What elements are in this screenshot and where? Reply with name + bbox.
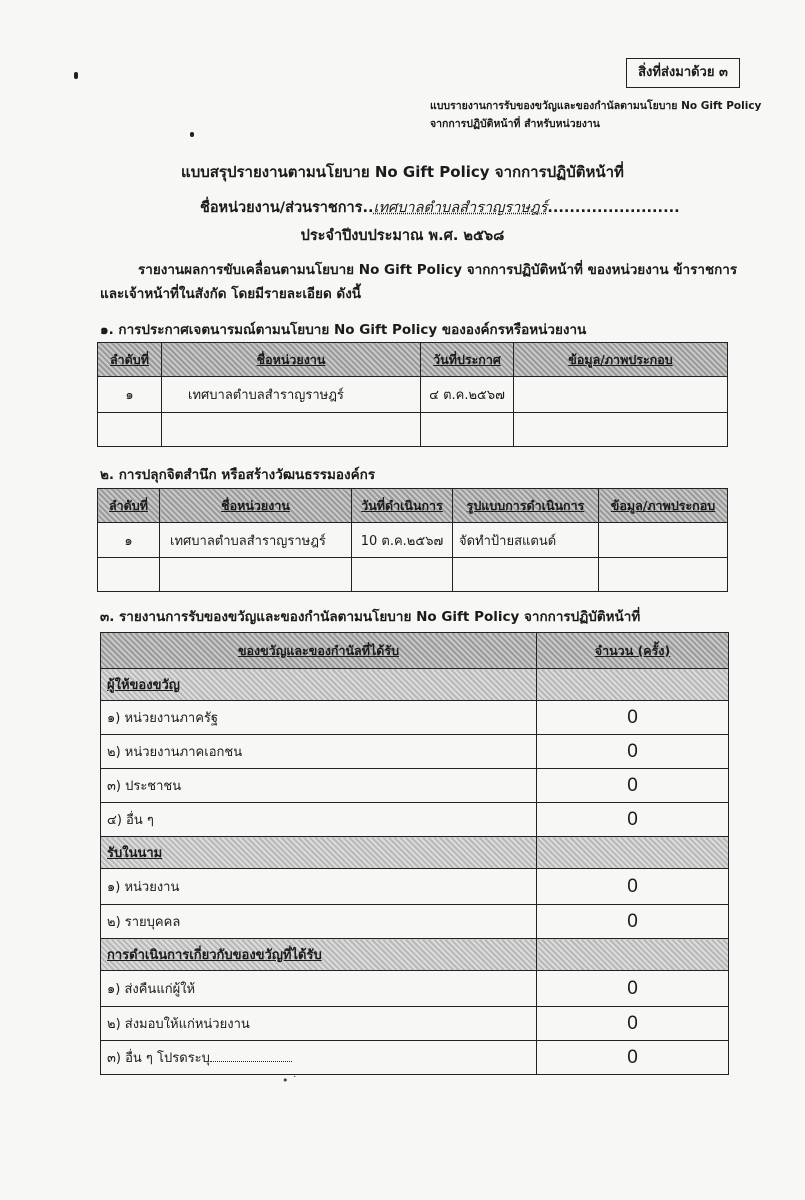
cell-agency — [162, 413, 421, 447]
item-count: 0 — [537, 905, 729, 939]
item-count: 0 — [537, 735, 729, 769]
item-label — [101, 1041, 537, 1075]
cell-order: ๑ — [98, 377, 162, 413]
item-label: ๑) ส่งคืนแก่ผู้ให้ — [101, 971, 537, 1007]
section-3-heading: ๓. รายงานการรับของขวัญและของกำนัลตามนโยบาย No Gift Policy จากการปฏิบัติหน้าที่ — [100, 609, 641, 625]
table-row — [101, 869, 729, 905]
group-label: ผู้ให้ของขวัญ — [101, 669, 537, 701]
cell-info — [599, 523, 728, 558]
col-header-announce-date: วันที่ประกาศ — [421, 343, 514, 377]
table-row — [101, 701, 729, 735]
cell-format — [453, 558, 599, 592]
section-1-table — [97, 342, 728, 447]
cell-agency: เทศบาลตำบลสำราญราษฎร์ — [162, 377, 421, 413]
col-header-op-date: วันที่ดำเนินการ — [352, 489, 453, 523]
item-label: ๑) หน่วยงาน — [101, 869, 537, 905]
form-subheader — [430, 97, 761, 133]
cell-date — [421, 413, 514, 447]
item-label: ๔) อื่น ๆ — [101, 803, 537, 837]
group-row-received-as — [101, 837, 729, 869]
col-header-order: ลำดับที่ — [98, 489, 160, 523]
attachment-label: สิ่งที่ส่งมาด้วย ๓ — [626, 58, 740, 88]
cell-date: ๔ ต.ค.๒๕๖๗ — [421, 377, 514, 413]
agency-name-suffix: ........................ — [547, 200, 680, 216]
table-row — [101, 769, 729, 803]
table-row — [101, 1007, 729, 1041]
agency-name-value: เทศบาลตำบลสำราญราษฎร์ — [373, 200, 548, 216]
item-count: 0 — [537, 1007, 729, 1041]
item-count: 0 — [537, 869, 729, 905]
col-header-count: จำนวน (ครั้ง) — [537, 633, 729, 669]
col-header-gift-item: ของขวัญและของกำนัลที่ได้รับ — [101, 633, 537, 669]
section-1-heading: ๑. การประกาศเจตนารมณ์ตามนโยบาย No Gift Policy ขององค์กรหรือหน่วยงาน — [100, 322, 587, 338]
group-count-cell — [537, 837, 729, 869]
item-label: ๒) หน่วยงานภาคเอกชน — [101, 735, 537, 769]
intro-paragraph: รายงานผลการขับเคลื่อนตามนโยบาย No Gift Policy จากการปฏิบัติหน้าที่ ของหน่วยงาน ข้าราชการและเจ้าหน้าที่ในสังกัด โดยมีรายละเอียด ดังนี้ — [100, 262, 738, 302]
group-count-cell — [537, 669, 729, 701]
col-header-agency: ชื่อหน่วยงาน — [162, 343, 421, 377]
table-header-row — [98, 343, 728, 377]
agency-name-prefix: ชื่อหน่วยงาน/ส่วนราชการ.. — [200, 200, 374, 216]
cell-order — [98, 413, 162, 447]
cell-order — [98, 558, 160, 592]
cell-info — [514, 377, 728, 413]
item-label: ๓) ประชาชน — [101, 769, 537, 803]
fiscal-year-line: ประจำปีงบประมาณ พ.ศ. ๒๕๖๘ — [300, 228, 505, 244]
group-label: การดำเนินการเกี่ยวกับของขวัญที่ได้รับ — [101, 939, 537, 971]
table-row — [101, 1041, 729, 1075]
cell-date: 10 ต.ค.๒๕๖๗ — [352, 523, 453, 558]
report-title: แบบสรุปรายงานตามนโยบาย No Gift Policy จากการปฏิบัติหน้าที่ — [181, 163, 624, 181]
item-count: 0 — [537, 769, 729, 803]
col-header-agency: ชื่อหน่วยงาน — [160, 489, 352, 523]
cell-agency: เทศบาลตำบลสำราญราษฎร์ — [160, 523, 352, 558]
col-header-info: ข้อมูล/ภาพประกอบ — [514, 343, 728, 377]
scan-speck — [74, 72, 78, 79]
cell-agency — [160, 558, 352, 592]
group-label: รับในนาม — [101, 837, 537, 869]
group-count-cell — [537, 939, 729, 971]
table-row — [98, 558, 728, 592]
cell-format: จัดทำป้ายสแตนด์ — [453, 523, 599, 558]
col-header-order: ลำดับที่ — [98, 343, 162, 377]
agency-name-line — [200, 196, 680, 219]
scan-mark: • ˙ — [282, 1074, 298, 1087]
item-count: 0 — [537, 1041, 729, 1075]
table-row — [98, 413, 728, 447]
item-label: ๑) หน่วยงานภาครัฐ — [101, 701, 537, 735]
table-row — [101, 971, 729, 1007]
subheader-line-1: แบบรายงานการรับของขวัญและของกำนัลตามนโยบาย No Gift Policy — [430, 100, 762, 112]
table-row — [101, 803, 729, 837]
table-header-row — [101, 633, 729, 669]
col-header-op-format: รูปแบบการดำเนินการ — [453, 489, 599, 523]
specify-blank — [210, 1051, 292, 1062]
section-3-table — [100, 632, 729, 1075]
subheader-line-2: จากการปฏิบัติหน้าที่ สำหรับหน่วยงาน — [430, 118, 600, 130]
item-count: 0 — [537, 701, 729, 735]
cell-info — [514, 413, 728, 447]
section-2-heading: ๒. การปลุกจิตสำนึก หรือสร้างวัฒนธรรมองค์กร — [100, 467, 376, 483]
col-header-info: ข้อมูล/ภาพประกอบ — [599, 489, 728, 523]
item-count: 0 — [537, 971, 729, 1007]
cell-info — [599, 558, 728, 592]
item-label: ๒) รายบุคคล — [101, 905, 537, 939]
group-row-handling — [101, 939, 729, 971]
table-row — [98, 523, 728, 558]
scan-speck — [190, 132, 194, 137]
item-label: ๒) ส่งมอบให้แก่หน่วยงาน — [101, 1007, 537, 1041]
cell-date — [352, 558, 453, 592]
group-row-giver — [101, 669, 729, 701]
table-row — [101, 735, 729, 769]
table-row — [101, 905, 729, 939]
section-2-table — [97, 488, 728, 592]
item-label-text: ๓) อื่น ๆ โปรดระบุ — [107, 1051, 210, 1066]
table-header-row — [98, 489, 728, 523]
cell-order: ๑ — [98, 523, 160, 558]
table-row — [98, 377, 728, 413]
item-count: 0 — [537, 803, 729, 837]
